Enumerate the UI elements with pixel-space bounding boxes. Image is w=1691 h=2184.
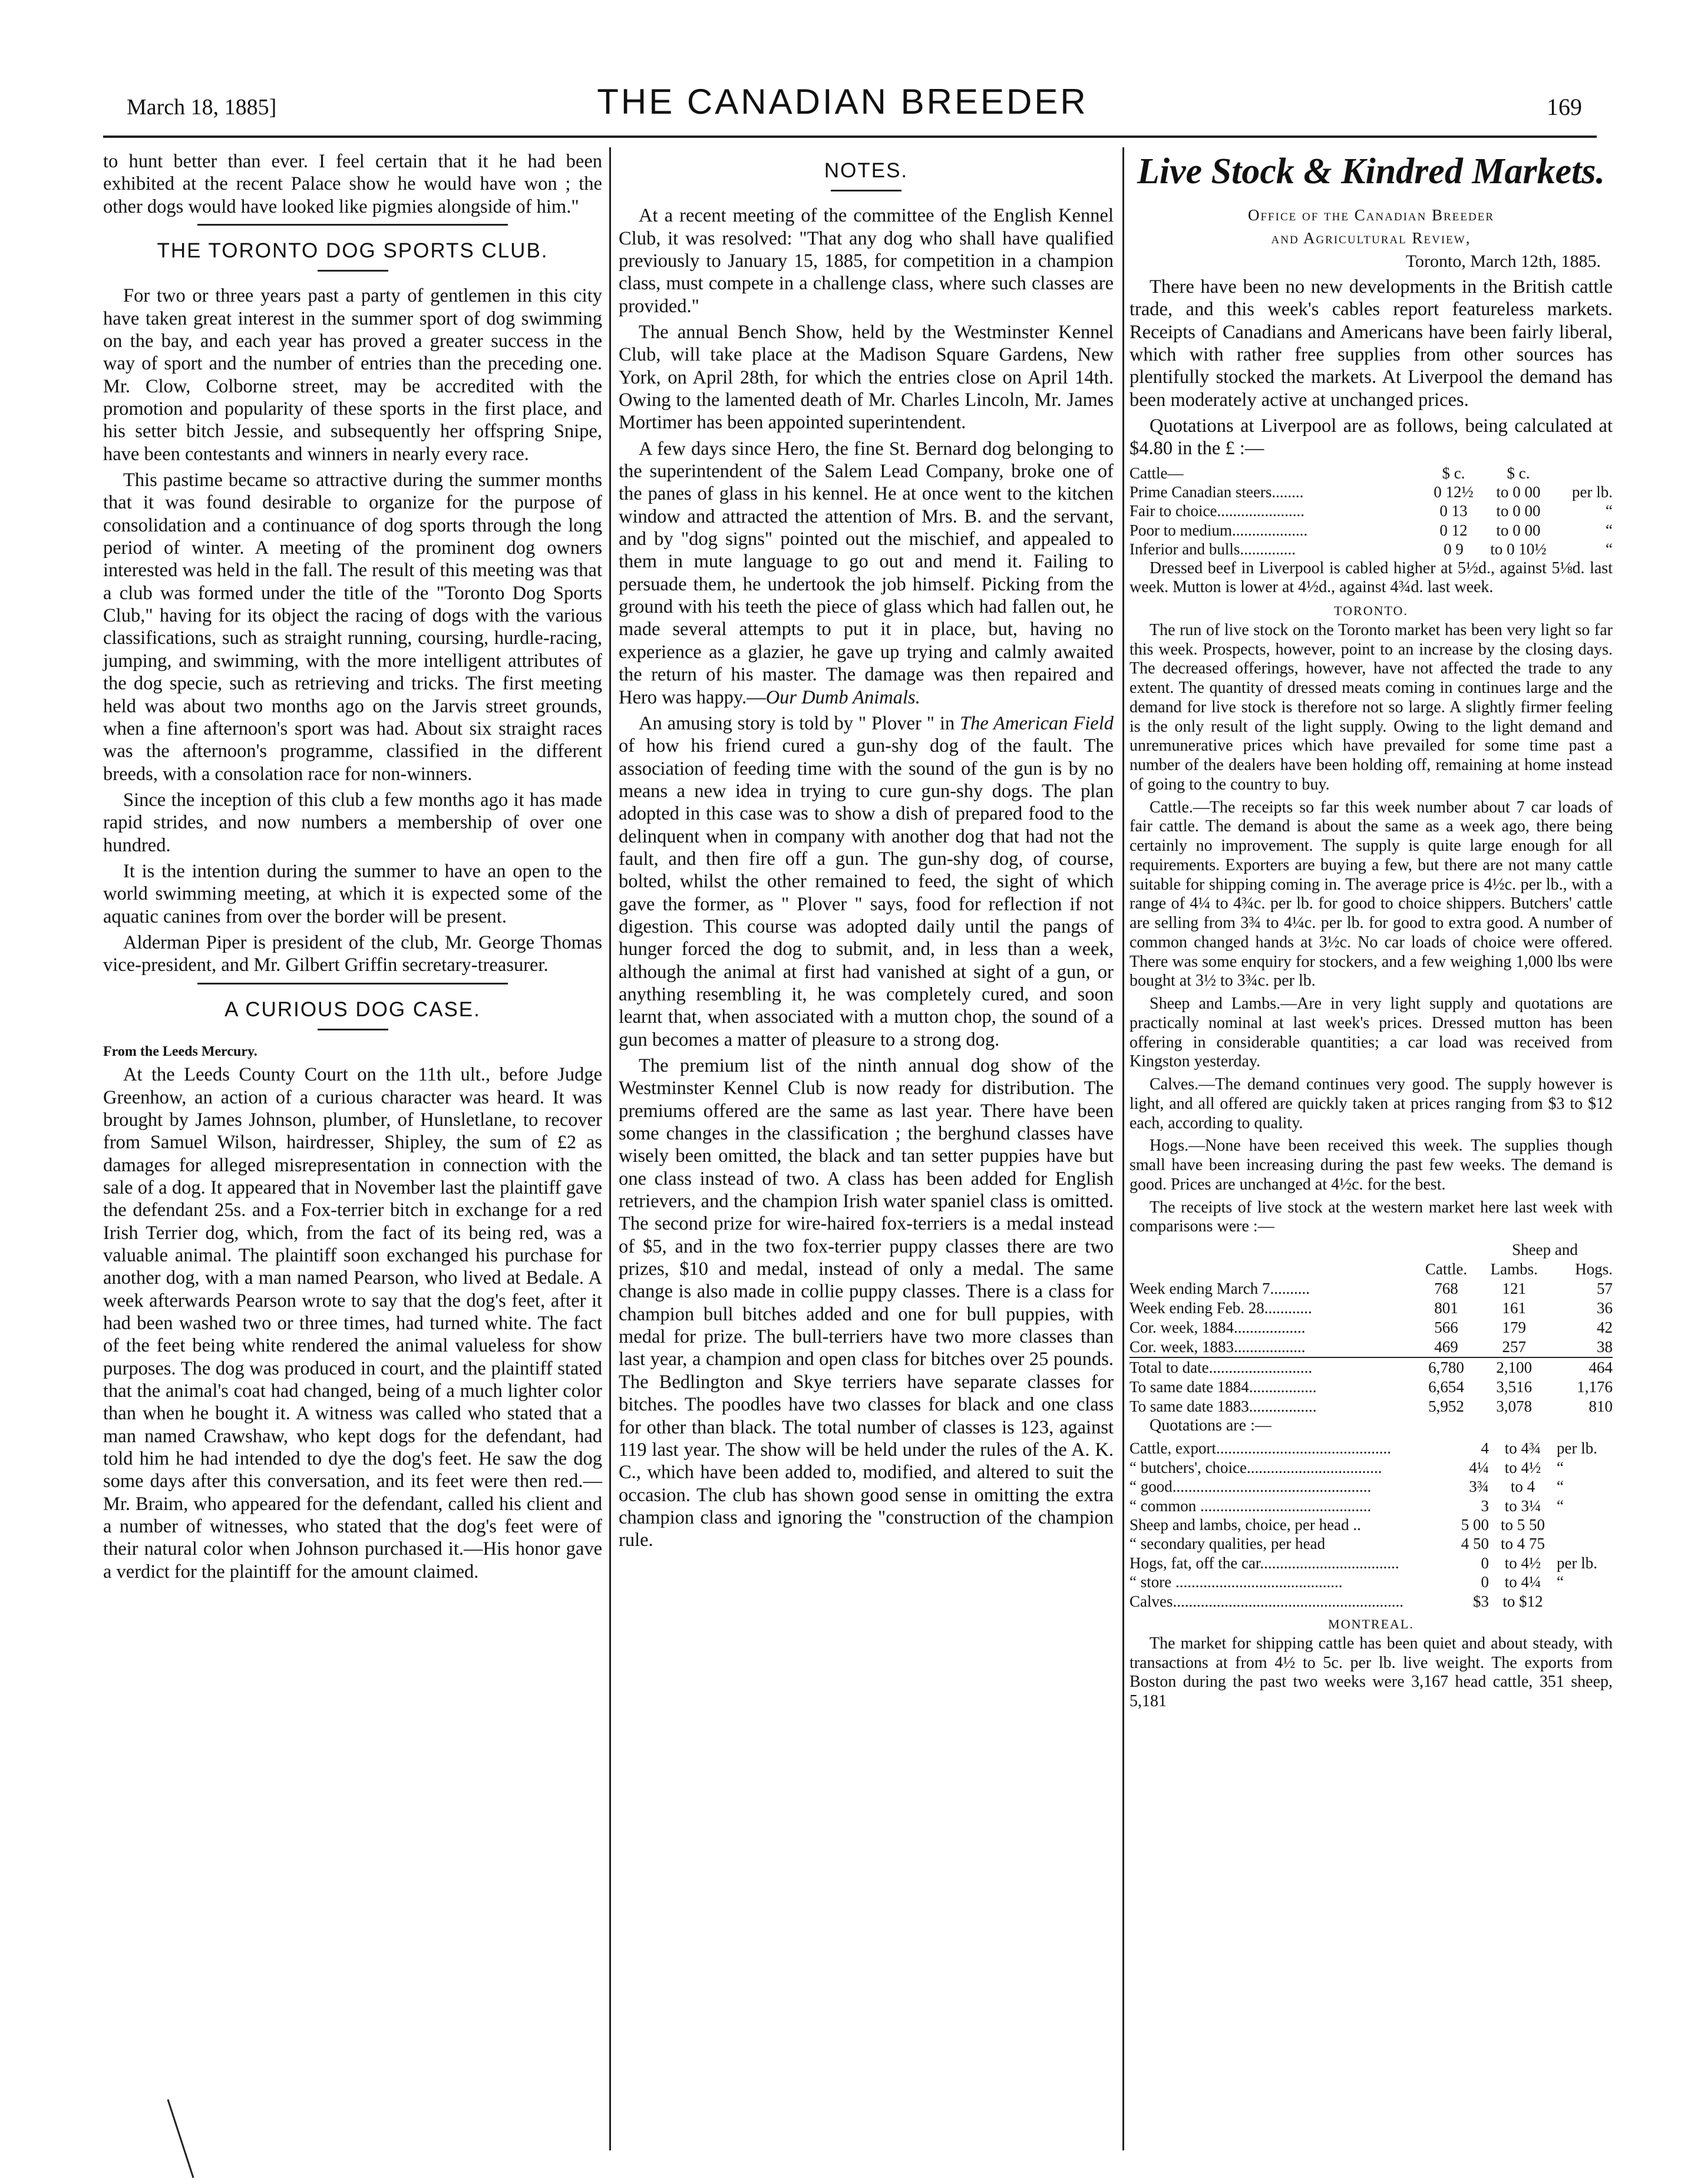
table-cell: to 4 xyxy=(1510,1478,1535,1496)
table-cell xyxy=(1557,1515,1613,1534)
paragraph-text: of how his friend cured a gun-shy dog of the fault. The association of feeding time with the sound of the gun is by no means a new idea in trying to cure gun-shy dogs. The plan adopted in this case was to show a dish of prepared food to the delinquent when in company with another dog that had not the fault, and then fire off a gun. The gun-shy dog, of course, bolted, whilst the other remained to feed, the sight of which gave the former, as " Plover " says, food for reflection if not digestion. This course was adopted daily until the pangs of hunger forced the dog to submit, and, in less than a week, although the animal at first had vanished at sight of a gun, or anything resembling it, he was completely cured, and soon learnt that, when associated with a mutton chop, the sound of a gun becomes a matter of pleasure to a strong dog. xyxy=(619,735,1114,1050)
receipts-table xyxy=(1129,1240,1613,1416)
table-cell: Cor. week, 1883.................. xyxy=(1129,1337,1306,1356)
article-paragraph: At a recent meeting of the committee of the English Kennel Club, it was resolved: "That any dog who shall have qualified previously to January 15, 1885, for competition in a champion class, must compete in a challenge class, where such classes are provided." xyxy=(619,205,1114,317)
table-cell: 0 12½ xyxy=(1434,483,1474,501)
heading-rule xyxy=(318,270,388,272)
table-cell: “ common ........................................... xyxy=(1129,1496,1372,1515)
table-cell: Hogs, fat, off the car................................... xyxy=(1129,1554,1399,1572)
table-cell: to 0 00 xyxy=(1496,521,1541,539)
table-cell xyxy=(1557,1592,1613,1611)
table-cell: “ secondary qualities, per head xyxy=(1129,1535,1326,1553)
article-paragraph: The annual Bench Show, held by the Westminster Kennel Club, will take place at the Madison Square Gardens, New York, on April 28th, for which the entries close on April 14th. Owing to the lamented death of Mr. Charles Lincoln, Mr. James Mortimer has been appointed superintendent. xyxy=(619,322,1114,434)
table-row xyxy=(1129,1592,1613,1611)
table-cell: 3,516 xyxy=(1496,1377,1533,1396)
market-paragraph: Quotations are :— xyxy=(1150,1416,1271,1435)
table-cell: 4¼ xyxy=(1469,1458,1489,1476)
table-cell: 36 xyxy=(1597,1299,1613,1317)
table-row xyxy=(1129,1458,1613,1477)
article-paragraph: This pastime became so attractive during the summer months that it was found desirable to organize for the purpose of consolidation and a continuance of dog sports through the long period of winter. A meeting of the prominent dog owners interested was held in the fall. The result of this meeting was that a club was formed under the title of the "Toronto Dog Sports Club," having for its object the racing of dogs with the various classifications, such as straight running, coursing, hurdle-racing, jumping, and swimming, with the more intelligent attributes of the dog specie, such as retrieving and tricks. The first meeting held was about two months ago on the Jarvis street grounds, when a fine afternoon's sport was had. About six straight races was the afternoon's programme, classified in the different breeds, with a consolation race for non-winners. xyxy=(103,470,602,785)
table-cell: to 4¾ xyxy=(1504,1439,1541,1458)
table-cell: 768 xyxy=(1434,1280,1458,1298)
table-cell: 161 xyxy=(1502,1299,1526,1317)
table-cell: Sheep and xyxy=(1512,1241,1578,1259)
section-rule xyxy=(197,224,508,226)
article-paragraph: Alderman Piper is president of the club, Mr. George Thomas vice-president, and Mr. Gilbert Griffin secretary-treasurer. xyxy=(103,931,602,976)
table-cell xyxy=(1557,464,1613,483)
heading-rule xyxy=(831,190,901,191)
table-cell: “ xyxy=(1606,521,1613,539)
article-paragraph xyxy=(619,438,1114,709)
market-paragraph: Cattle.—The receipts so far this week number about 7 car loads of fair cattle. The demand is about the same as a week ago, there being certainly no improvement. The supply is quite large enough for all requirements. Exporters are buying a few, but there are not many cattle suitable for shipping coming in. The average price is 4½c. per lb., with a range of 4¼ to 4¾c. per lb. for good to choice shippers. Butchers' cattle are selling from 3¾ to 4¼c. per lb. for good to extra good. A number of common changed hands at 3½c. No car loads of choice were offered. There was some enquiry for stockers, and a few weighing 1,000 lbs were bought at 3½ to 3¾c. per lb. xyxy=(1129,798,1613,990)
table-cell: to 4¼ xyxy=(1504,1573,1541,1591)
table-cell: 179 xyxy=(1502,1318,1526,1336)
market-paragraph: Quotations at Liverpool are as follows, being calculated at $4.80 in the £ :— xyxy=(1129,415,1613,460)
market-paragraph: The market for shipping cattle has been quiet and about steady, with transactions at from 4½ to 5c. per lb. live weight. The exports from Boston during the past two weeks were 3,167 head cattle, 351 sheep, 5,181 xyxy=(1129,1634,1613,1711)
source-credit: Our Dumb Animals. xyxy=(765,686,920,708)
liverpool-quotes-table xyxy=(1129,464,1613,559)
table-cell: to 3¼ xyxy=(1504,1496,1541,1515)
table-cell: Total to date.......................... xyxy=(1129,1357,1415,1377)
article-paragraph xyxy=(619,712,1114,1051)
table-row xyxy=(1129,1572,1613,1591)
market-subheading: MONTREAL. xyxy=(1328,1616,1414,1631)
table-cell: 464 xyxy=(1551,1357,1613,1377)
table-row xyxy=(1129,540,1613,559)
table-cell: Cor. week, 1884.................. xyxy=(1129,1318,1306,1336)
table-header-row xyxy=(1129,1240,1613,1260)
table-cell: Cattle. xyxy=(1425,1260,1468,1278)
table-row xyxy=(1129,1439,1613,1458)
table-cell: “ xyxy=(1557,1458,1564,1476)
table-cell: 3 xyxy=(1481,1496,1489,1515)
page-number: 169 xyxy=(1547,94,1582,120)
market-paragraph: There have been no new developments in the British cattle trade, and this week's cables report featureless markets. Receipts of Canadians and Americans have been fairly liberal, which with rather free supplies from other sources has plentifully stocked the markets. At Liverpool the demand has been moderately active at unchanged prices. xyxy=(1129,276,1613,411)
table-row xyxy=(1129,1318,1613,1337)
table-cell: to 0 00 xyxy=(1496,483,1541,501)
table-cell: 0 13 xyxy=(1439,502,1468,520)
table-cell: to $12 xyxy=(1502,1592,1543,1610)
column-left xyxy=(103,150,602,1587)
table-cell: per lb. xyxy=(1572,483,1613,501)
page-header xyxy=(88,77,1597,136)
table-cell: $ c. xyxy=(1442,464,1465,482)
issue-date: March 18, 1885] xyxy=(127,95,277,120)
office-line: Office of the Canadian Breeder xyxy=(1247,206,1495,224)
table-cell: Fair to choice...................... xyxy=(1129,502,1304,520)
table-cell: “ good.................................................. xyxy=(1129,1478,1372,1496)
article-heading: THE TORONTO DOG SPORTS CLUB. xyxy=(157,239,549,263)
article-paragraph: The premium list of the ninth annual dog show of the Westminster Kennel Club is now ready for distribution. The premiums offered are the same as last year. There have been some changes in the classification ; the berghund classes have wisely been omitted, the black and tan setter puppies have but one class instead of two. A class has been added for English retrievers, and the champion Irish water spaniel class is omitted. The second prize for wire-haired fox-terriers is a medal instead of $5, and in the two fox-terrier puppy classes there are two prizes, $10 and medal, instead of only a medal. The same change is also made in collie puppy classes. There is a class for champion bull bitches added and one for bull puppies, with medal for prize. The bull-terriers have two more classes than last year, a champion and open class for bitches over 25 pounds. The Bedlington and Skye terriers have separate classes for bitches. The poodles have two classes for black and one class for other than black. The total number of classes is 123, against 119 last year. The show will be held under the rules of the A. K. C., which have been added to, modified, and altered to suit the occasion. The club has shown good sense in omitting the extra champion class and ignoring the "construction of the champion rule. xyxy=(619,1055,1114,1551)
table-cell: Hogs. xyxy=(1575,1260,1613,1278)
table-cell: 6,780 xyxy=(1415,1357,1477,1377)
table-cell: 5,952 xyxy=(1428,1397,1464,1415)
table-row xyxy=(1129,501,1613,520)
market-paragraph: The run of live stock on the Toronto market has been very light so far this week. Prospects, however, point to an increase by the closing days. The decreased offerings, however, have not affected the trade to any extent. The quantity of dressed meats coming in continues large and the demand for live stock is therefore not so large. A slightly firmer feeling is the only result of the light supply. Owing to the light demand and unremunerative prices which have prevailed for some time past a number of the dealers have been holding off, remaining at home instead of going to the country to buy. xyxy=(1129,620,1613,794)
table-row xyxy=(1129,1298,1613,1318)
table-cell: $3 xyxy=(1473,1592,1489,1610)
table-cell: 4 xyxy=(1481,1439,1489,1458)
table-row xyxy=(1129,1477,1613,1496)
heading-rule xyxy=(318,1029,388,1030)
section-rule xyxy=(197,983,508,984)
table-row xyxy=(1129,1496,1613,1515)
table-cell: to 4½ xyxy=(1504,1554,1541,1572)
table-cell: to 5 50 xyxy=(1500,1515,1545,1534)
source-credit: The American Field xyxy=(960,712,1114,734)
table-cell: 121 xyxy=(1502,1280,1526,1298)
table-row xyxy=(1129,1554,1613,1572)
table-cell: 0 xyxy=(1481,1573,1489,1591)
table-cell: 38 xyxy=(1597,1337,1613,1356)
article-heading: A CURIOUS DOG CASE. xyxy=(224,997,481,1021)
table-cell xyxy=(1415,1240,1477,1260)
paragraph-text: An amusing story is told by " Plover " in xyxy=(639,712,960,734)
table-cell: 4 50 xyxy=(1461,1535,1489,1553)
header-rule xyxy=(103,136,1597,138)
table-row xyxy=(1129,521,1613,540)
table-cell: Prime Canadian steers........ xyxy=(1129,483,1304,501)
table-cell: 0 9 xyxy=(1444,540,1464,559)
toronto-quotes-table xyxy=(1129,1439,1613,1611)
source-byline: From the Leeds Mercury. xyxy=(103,1043,257,1059)
table-cell: 3,078 xyxy=(1496,1397,1533,1415)
table-cell: “ xyxy=(1606,502,1613,520)
masthead-title: THE CANADIAN BREEDER xyxy=(597,82,1088,121)
table-cell: 810 xyxy=(1588,1397,1613,1415)
table-cell xyxy=(1129,1260,1415,1279)
column-divider xyxy=(609,147,611,2150)
table-cell: Cattle— xyxy=(1129,464,1184,482)
office-line: and Agricultural Review, xyxy=(1271,229,1471,247)
table-row xyxy=(1129,1377,1613,1397)
article-paragraph: Since the inception of this club a few months ago it has made rapid strides, and now numbers a membership of over one hundred. xyxy=(103,789,602,856)
table-cell: to 4 75 xyxy=(1500,1535,1545,1553)
table-row xyxy=(1129,1397,1613,1416)
market-paragraph: The receipts of live stock at the western market here last week with comparisons were :— xyxy=(1129,1198,1613,1236)
table-cell: “ xyxy=(1557,1573,1564,1591)
market-subheading: TORONTO. xyxy=(1334,603,1408,619)
column-divider xyxy=(1122,147,1124,2150)
table-cell: 42 xyxy=(1597,1318,1613,1336)
table-cell: 566 xyxy=(1434,1318,1458,1336)
table-cell: “ xyxy=(1606,540,1613,559)
table-cell: to 0 10½ xyxy=(1490,540,1547,559)
table-header-row xyxy=(1129,464,1613,483)
table-row xyxy=(1129,1357,1613,1377)
table-cell: 469 xyxy=(1434,1337,1458,1356)
column-middle xyxy=(619,150,1114,1555)
article-heading: NOTES. xyxy=(824,159,909,182)
table-cell: “ xyxy=(1557,1478,1564,1496)
markets-title: Live Stock & Kindred Markets. xyxy=(1137,151,1605,191)
table-cell: to 0 00 xyxy=(1496,502,1541,520)
table-cell: Cattle, export............................................ xyxy=(1129,1439,1391,1458)
table-row xyxy=(1129,1534,1613,1553)
paragraph-text: A few days since Hero, the fine St. Bernard dog belonging to the superintendent of the Salem Lead Company, broke one of the panes of glass in his kennel. He at once went to the kitchen window and attracted the attention of Mrs. B. and the servant, and by "dog signs" pointed out the mischief, and appealed to them in mute language to go out and mend it. Failing to persuade them, he undertook the job himself. Picking from the ground with his teeth the piece of glass which had fallen out, he made several attempts to put it in place, but, having no experience as a glazier, he gave up trying and calmly awaited the return of his master. The damage was then repaired and Hero was happy.— xyxy=(619,438,1114,708)
table-cell: “ store .......................................... xyxy=(1129,1573,1343,1591)
article-paragraph: At the Leeds County Court on the 11th ult., before Judge Greenhow, an action of a curious character was heard. It was brought by James Johnson, plumber, of Hunsletlane, to recover from Samuel Wilson, hairdresser, Shipley, the sum of £2 as damages for alleged misrepresentation in connection with the sale of a dog. It appeared that in November last the plaintiff gave the defendant 25s. and a Fox-terrier bitch in exchange for a red Irish Terrier dog, which, from the fact of its being red, was a valuable animal. The plaintiff soon exchanged his purchase for another dog, with a man named Pearson, who lived at Bedale. A week afterwards Pearson wrote to say that the dog's feet, after it had been washed two or three times, had turned white. The fact of the feet being white rendered the animal valueless for show purposes. The dog was produced in court, and the plaintiff stated that the animal's coat had changed, being of a much lighter color than when he bought it. A witness was called who stated that a man named Crawshaw, who kept dogs for the defendant, had told him he had intended to dye the dog's feet. He saw the dog some days after this conversation, and its feet were then red.—Mr. Braim, who appeared for the defendant, called his client and a number of witnesses, who stated that the dog's feet were of their natural color when Johnson purchased it.—His honor gave a verdict for the plaintiff for the amount claimed. xyxy=(103,1064,602,1582)
table-row xyxy=(1129,483,1613,501)
table-cell: 0 xyxy=(1481,1554,1489,1572)
dateline: Toronto, March 12th, 1885. xyxy=(1405,252,1601,272)
table-cell: Poor to medium................... xyxy=(1129,521,1308,539)
table-header-row xyxy=(1129,1260,1613,1279)
table-cell: Calves.......................................................... xyxy=(1129,1592,1403,1610)
table-cell xyxy=(1557,1534,1613,1553)
market-paragraph: Calves.—The demand continues very good. The supply however is light, and all offered are quickly taken at prices ranging from $3 to $12 each, according to quality. xyxy=(1129,1075,1613,1132)
table-row xyxy=(1129,1515,1613,1534)
table-cell: “ butchers', choice.................................. xyxy=(1129,1458,1382,1476)
margin-mark xyxy=(167,2099,194,2178)
table-cell: To same date 1883................. xyxy=(1129,1397,1317,1415)
market-paragraph: Dressed beef in Liverpool is cabled higher at 5½d., against 5⅛d. last week. Mutton is lower at 4½d., against 4¾d. last week. xyxy=(1129,559,1613,597)
market-paragraph: Sheep and Lambs.—Are in very light supply and quotations are practically nominal at last week's prices. Dressed mutton has been offering in considerable quantities; a car load was received from Kingston yesterday. xyxy=(1129,994,1613,1071)
table-cell: Week ending Feb. 28............ xyxy=(1129,1299,1312,1317)
table-cell: “ xyxy=(1557,1496,1564,1515)
table-cell: 2,100 xyxy=(1477,1357,1551,1377)
table-cell: 1,176 xyxy=(1577,1377,1613,1396)
table-cell: 257 xyxy=(1502,1337,1526,1356)
table-cell: Inferior and bulls.............. xyxy=(1129,540,1296,559)
table-cell: 57 xyxy=(1597,1280,1613,1298)
table-cell: per lb. xyxy=(1557,1554,1597,1572)
continued-text: to hunt better than ever. I feel certain that it he had been exhibited at the recent Palace show he would have won ; the other dogs would have looked like pigmies alongside of him." xyxy=(103,151,602,217)
table-cell: Sheep and lambs, choice, per head .. xyxy=(1129,1515,1361,1534)
table-cell: 0 12 xyxy=(1439,521,1468,539)
table-row xyxy=(1129,1337,1613,1357)
article-paragraph: For two or three years past a party of gentlemen in this city have taken great interest in the summer sport of dog swimming on the bay, and each year has proved a greater success in the way of sport and the number of entries than the preceding one. Mr. Clow, Colborne street, may be accredited with the promotion and popularity of these sports in the first place, and his setter bitch Jessie, and subsequently her offspring Snipe, have been contestants and winners in nearly every race. xyxy=(103,285,602,465)
table-cell: 5 00 xyxy=(1461,1515,1489,1534)
table-cell: to 4½ xyxy=(1504,1458,1541,1476)
table-cell: To same date 1884................. xyxy=(1129,1377,1317,1396)
table-cell xyxy=(1129,1240,1415,1260)
market-paragraph: Hogs.—None have been received this week. The supplies though small have been increasing during the past few weeks. The demand is good. Prices are unchanged at 4½c. for the best. xyxy=(1129,1136,1613,1194)
table-cell: Week ending March 7.......... xyxy=(1129,1280,1310,1298)
table-cell: 6,654 xyxy=(1428,1377,1464,1396)
table-cell: $ c. xyxy=(1507,464,1530,482)
article-paragraph: It is the intention during the summer to have an open to the world swimming meeting, at which it is expected some of the aquatic canines from over the border will be present. xyxy=(103,860,602,927)
column-right xyxy=(1129,150,1613,1715)
table-row xyxy=(1129,1279,1613,1298)
table-cell: 3¾ xyxy=(1469,1478,1489,1496)
table-cell: Lambs. xyxy=(1490,1260,1538,1278)
table-cell: 801 xyxy=(1434,1299,1458,1317)
table-cell: per lb. xyxy=(1557,1439,1597,1458)
